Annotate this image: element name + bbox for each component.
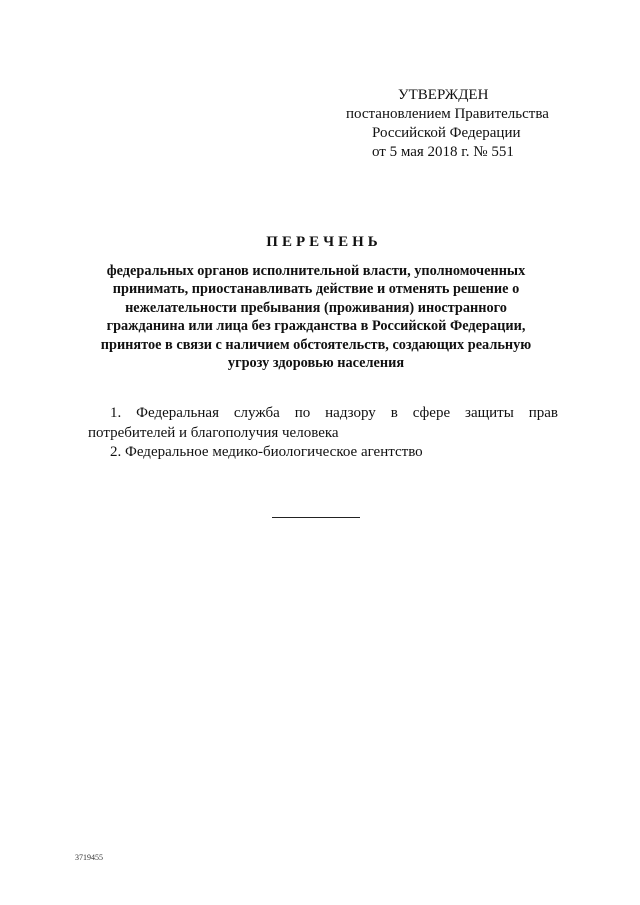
approval-block bbox=[330, 86, 570, 162]
approval-line: Российской Федерации bbox=[372, 125, 521, 141]
approval-date: от 5 мая 2018 г. № 551 bbox=[372, 144, 514, 160]
subtitle-line: нежелательности пребывания (проживания) иностранного bbox=[125, 299, 507, 316]
list-item-continuation: потребителей и благополучия человека bbox=[88, 424, 339, 441]
subtitle-line: угрозу здоровью населения bbox=[227, 355, 405, 372]
list-item: 1. Федеральная служба по надзору в сфере защиты прав bbox=[110, 405, 558, 421]
subtitle-line: принимать, приостанавливать действие и отменять решение о bbox=[112, 281, 520, 298]
approval-line: постановлением Правительства bbox=[346, 106, 549, 122]
agency-list bbox=[88, 404, 558, 463]
approval-heading: УТВЕРЖДЕН bbox=[398, 87, 489, 103]
list-item: 2. Федеральное медико-биологическое агентство bbox=[110, 444, 423, 460]
closing-rule bbox=[272, 517, 360, 518]
document-title: ПЕРЕЧЕНЬ bbox=[266, 234, 382, 250]
document-subtitle bbox=[60, 262, 572, 372]
subtitle-line: гражданина или лица без гражданства в Российской Федерации, bbox=[106, 318, 526, 335]
subtitle-line: федеральных органов исполнительной власти, уполномоченных bbox=[106, 263, 526, 279]
document-code: 3719455 bbox=[75, 853, 103, 862]
subtitle-line: принятое в связи с наличием обстоятельств, создающих реальную bbox=[100, 336, 532, 353]
